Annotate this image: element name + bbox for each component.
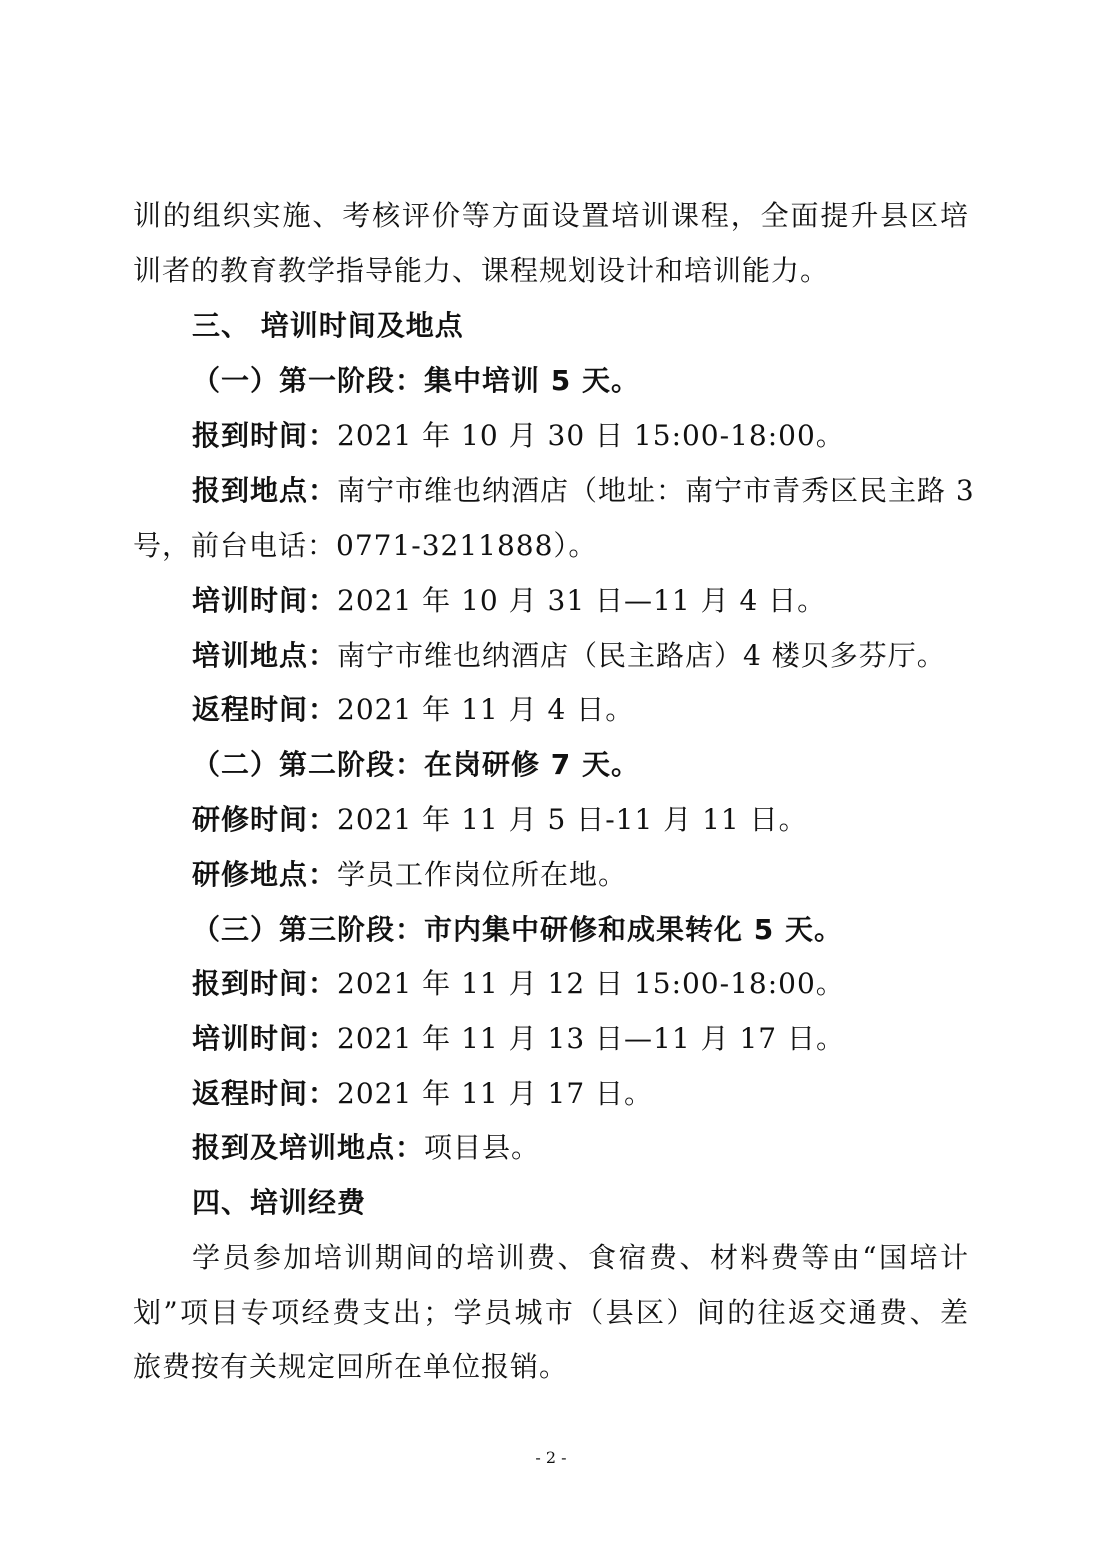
stage-3-title: （三）第三阶段：市内集中研修和成果转化 5 天。: [192, 913, 843, 946]
section-4-para-line-1: 学员参加培训期间的培训费、食宿费、材料费等由“国培计: [192, 1241, 969, 1274]
field-label: 报到地点：: [192, 474, 338, 507]
stage-1-train-place: [192, 636, 946, 676]
field-value: 2021 年 11 月 5 日-11 月 11 日。: [337, 803, 808, 836]
section-3-title: 三、 培训时间及地点: [192, 309, 464, 342]
stage-2-study-place: [192, 855, 627, 895]
field-label: 培训时间：: [192, 584, 338, 617]
stage-3-report-time: [192, 964, 845, 1004]
field-value: 南宁市维也纳酒店（地址：南宁市青秀区民主路 3: [337, 474, 975, 507]
stage-2-title: （二）第二阶段：在岗研修 7 天。: [192, 748, 640, 781]
field-value: 2021 年 11 月 12 日 15:00-18:00。: [337, 967, 845, 1000]
field-value: 2021 年 11 月 17 日。: [337, 1077, 654, 1110]
stage-1-title: （一）第一阶段：集中培训 5 天。: [192, 364, 640, 397]
field-label: 返程时间：: [192, 693, 338, 726]
field-label: 研修时间：: [192, 803, 338, 836]
field-label: 报到时间：: [192, 419, 338, 452]
field-label: 研修地点：: [192, 858, 338, 891]
section-4-title: 四、培训经费: [192, 1186, 367, 1219]
field-label: 返程时间：: [192, 1077, 338, 1110]
field-label: 培训地点：: [192, 639, 338, 672]
field-value: 2021 年 11 月 4 日。: [337, 693, 635, 726]
field-value: 项目县。: [424, 1131, 541, 1164]
page-number: - 2 -: [535, 1448, 567, 1467]
stage-3-return-time: [192, 1074, 653, 1114]
intro-line-2: 训者的教育教学指导能力、课程规划设计和培训能力。: [133, 254, 830, 287]
intro-line-1: 训的组织实施、考核评价等方面设置培训课程，全面提升县区培: [133, 199, 969, 232]
stage-1-report-place-cont: 号，前台电话：0771-3211888）。: [133, 529, 598, 562]
field-value: 2021 年 11 月 13 日—11 月 17 日。: [337, 1022, 845, 1055]
stage-1-report-time: [192, 416, 845, 456]
stage-1-report-place: [192, 471, 975, 511]
section-4-para-line-2: 划”项目专项经费支出；学员城市（县区）间的往返交通费、差: [133, 1296, 969, 1329]
stage-3-train-time: [192, 1019, 845, 1059]
field-label: 报到时间：: [192, 967, 338, 1000]
field-value: 2021 年 10 月 31 日—11 月 4 日。: [337, 584, 827, 617]
stage-1-return-time: [192, 690, 634, 730]
stage-3-place: [192, 1128, 540, 1168]
field-value: 南宁市维也纳酒店（民主路店）4 楼贝多芬厅。: [337, 639, 946, 672]
stage-1-train-time: [192, 581, 826, 621]
field-value: 2021 年 10 月 30 日 15:00-18:00。: [337, 419, 845, 452]
field-label: 报到及培训地点：: [192, 1131, 425, 1164]
stage-2-study-time: [192, 800, 808, 840]
section-4-para-line-3: 旅费按有关规定回所在单位报销。: [133, 1350, 569, 1383]
field-label: 培训时间：: [192, 1022, 338, 1055]
field-value: 学员工作岗位所在地。: [337, 858, 628, 891]
